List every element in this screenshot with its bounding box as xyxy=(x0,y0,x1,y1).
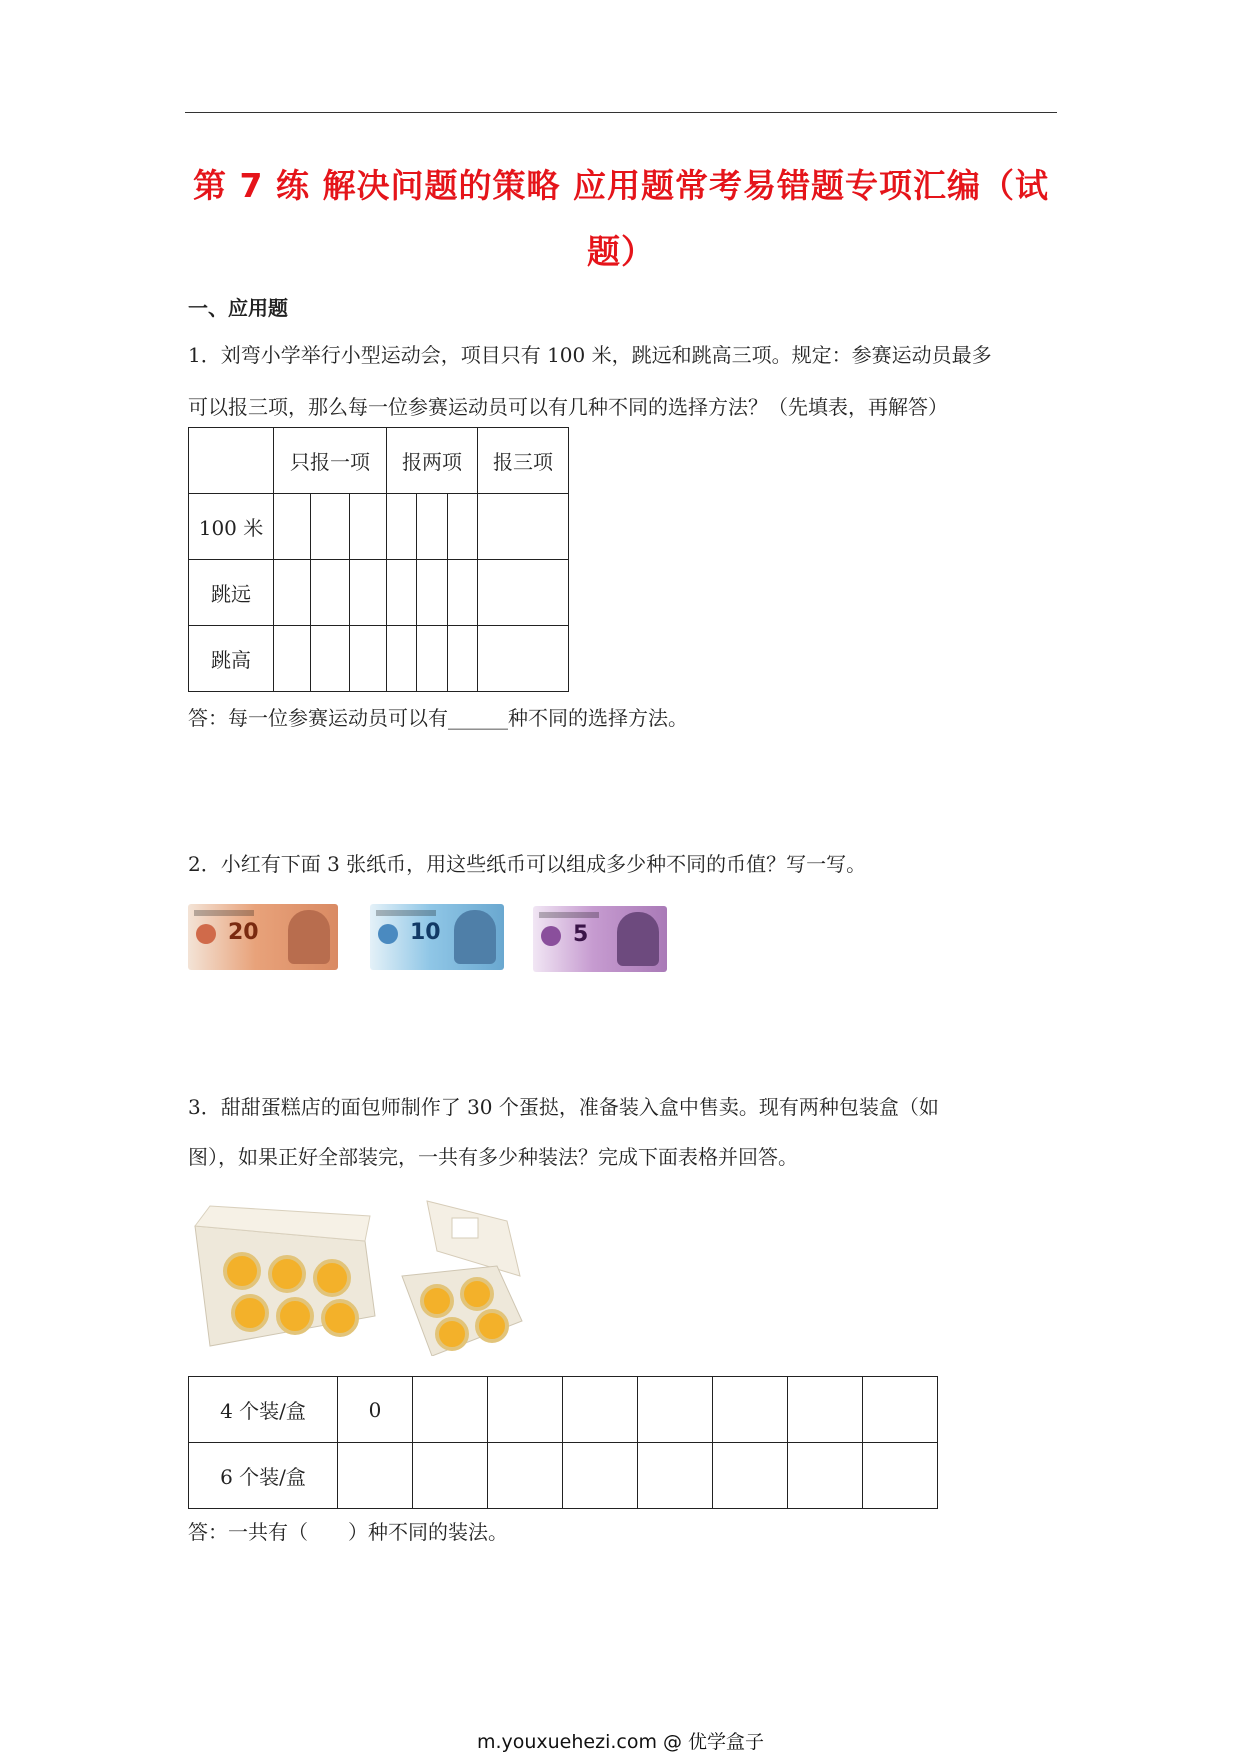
q1-table xyxy=(188,427,569,692)
q1-cell[interactable] xyxy=(448,626,478,692)
q1-cell[interactable] xyxy=(311,494,350,560)
bill-5-value: 5 xyxy=(573,922,589,947)
q1-cell[interactable] xyxy=(274,560,311,626)
q3-cell[interactable] xyxy=(563,1377,638,1443)
q3-cell-value: 0 xyxy=(338,1377,413,1443)
q3-cell[interactable] xyxy=(563,1443,638,1509)
q3-table xyxy=(188,1376,938,1509)
page-title-line1: 第 7 练 解决问题的策略 应用题常考易错题专项汇编（试 xyxy=(193,166,1049,205)
q1-cell[interactable] xyxy=(478,560,569,626)
q1-cell[interactable] xyxy=(416,494,448,560)
header-rule xyxy=(185,112,1057,113)
q3-answer: 答：一共有（ ）种不同的装法。 xyxy=(188,1520,508,1544)
q1-row-label: 跳高 xyxy=(189,626,274,692)
q1-cell[interactable] xyxy=(387,494,417,560)
q1-text-line2: 可以报三项，那么每一位参赛运动员可以有几种不同的选择方法？（先填表，再解答） xyxy=(188,395,948,419)
six-tart-box-image xyxy=(190,1196,380,1356)
bill-10-value: 10 xyxy=(410,920,441,945)
q1-cell[interactable] xyxy=(416,560,448,626)
bill-10-image xyxy=(370,904,504,970)
q3-cell[interactable] xyxy=(413,1377,488,1443)
q3-cell[interactable] xyxy=(638,1377,713,1443)
q3-cell[interactable] xyxy=(338,1443,413,1509)
q3-cell[interactable] xyxy=(488,1443,563,1509)
q1-text-line1: 1．刘弯小学举行小型运动会，项目只有 100 米，跳远和跳高三项。规定：参赛运动员最多 xyxy=(188,343,992,367)
q1-cell[interactable] xyxy=(387,560,417,626)
q3-row-label: 4 个装/盒 xyxy=(189,1377,338,1443)
q1-cell[interactable] xyxy=(416,626,448,692)
q3-cell[interactable] xyxy=(713,1443,788,1509)
q2-text: 2．小红有下面 3 张纸币，用这些纸币可以组成多少种不同的币值？写一写。 xyxy=(188,852,867,876)
q3-cell[interactable] xyxy=(863,1377,938,1443)
q1-cell[interactable] xyxy=(311,626,350,692)
q1-cell[interactable] xyxy=(478,494,569,560)
q3-cell[interactable] xyxy=(863,1443,938,1509)
q1-cell[interactable] xyxy=(478,626,569,692)
q3-row-label: 6 个装/盒 xyxy=(189,1443,338,1509)
q1-cell[interactable] xyxy=(350,560,387,626)
q3-cell[interactable] xyxy=(413,1443,488,1509)
q1-header-three: 报三项 xyxy=(478,428,569,494)
q1-table-corner xyxy=(189,428,274,494)
q3-cell[interactable] xyxy=(788,1443,863,1509)
four-tart-box-image xyxy=(392,1196,532,1356)
q1-cell[interactable] xyxy=(350,626,387,692)
bill-20-image xyxy=(188,904,338,970)
q1-header-one: 只报一项 xyxy=(274,428,387,494)
q3-text-line1: 3．甜甜蛋糕店的面包师制作了 30 个蛋挞，准备装入盒中售卖。现有两种包装盒（如 xyxy=(188,1095,939,1119)
bill-5-image xyxy=(533,906,667,972)
q1-cell[interactable] xyxy=(448,494,478,560)
q1-answer: 答：每一位参赛运动员可以有______种不同的选择方法。 xyxy=(188,706,688,730)
section-heading: 一、应用题 xyxy=(188,296,288,320)
q3-cell[interactable] xyxy=(638,1443,713,1509)
q1-header-two: 报两项 xyxy=(387,428,478,494)
q1-cell[interactable] xyxy=(274,626,311,692)
q1-cell[interactable] xyxy=(311,560,350,626)
q1-cell[interactable] xyxy=(387,626,417,692)
q1-row-label: 跳远 xyxy=(189,560,274,626)
q1-cell[interactable] xyxy=(350,494,387,560)
page-title-line2: 题） xyxy=(587,232,655,271)
q1-row-label: 100 米 xyxy=(189,494,274,560)
q3-cell[interactable] xyxy=(788,1377,863,1443)
q3-text-line2: 图），如果正好全部装完，一共有多少种装法？完成下面表格并回答。 xyxy=(188,1145,798,1169)
q3-cell[interactable] xyxy=(713,1377,788,1443)
q1-cell[interactable] xyxy=(274,494,311,560)
q3-cell[interactable] xyxy=(488,1377,563,1443)
q1-cell[interactable] xyxy=(448,560,478,626)
footer-watermark: m.youxuehezi.com @ 优学盒子 xyxy=(476,1731,765,1753)
bill-20-value: 20 xyxy=(228,920,259,945)
